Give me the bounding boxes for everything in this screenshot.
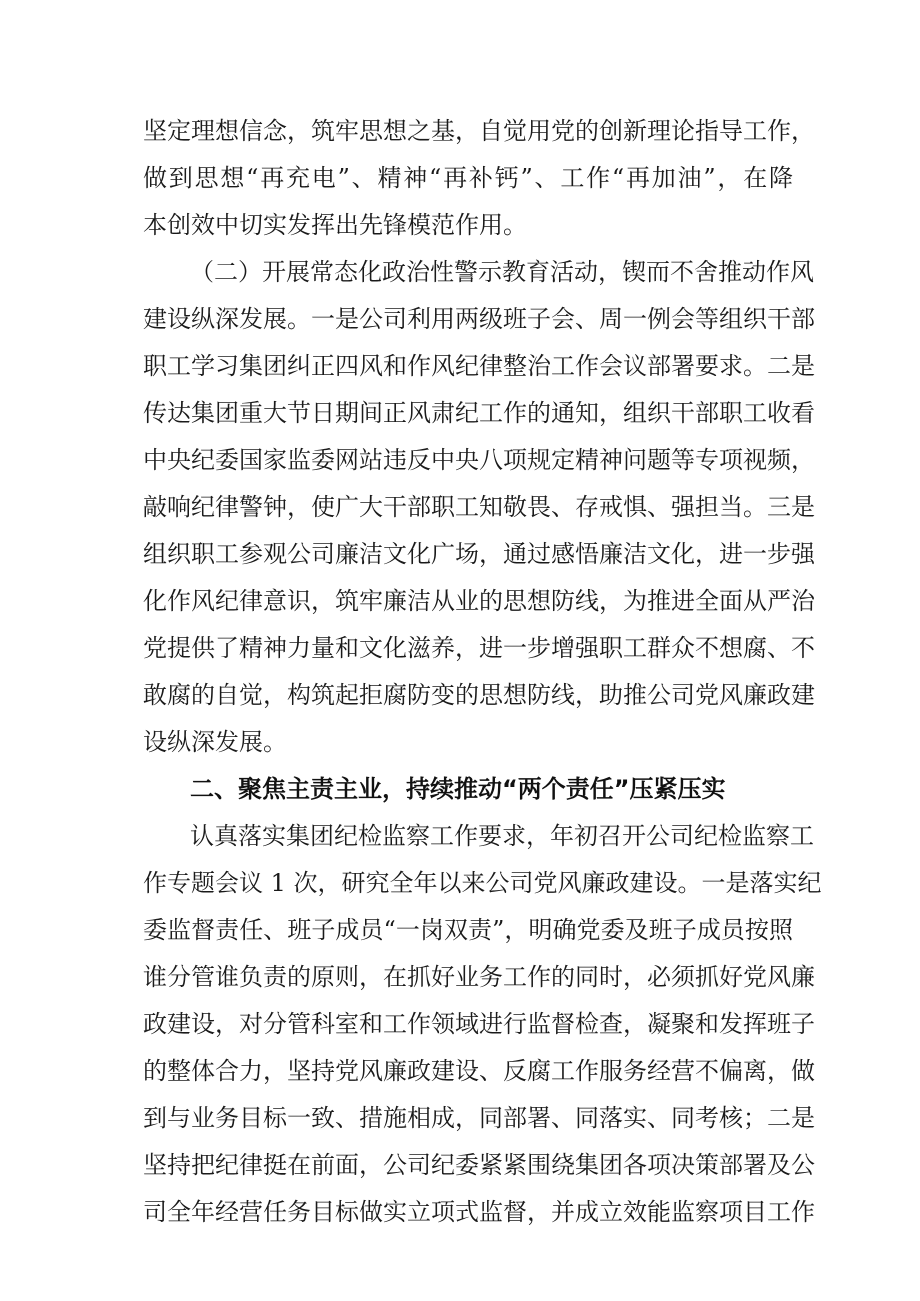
paragraph-line: 做到思想“再充电”、精神“再补钙”、工作“再加油”，在降 [143, 164, 793, 192]
paragraph-line: 传达集团重大节日期间正风肃纪工作的通知，组织干部职工收看 [143, 399, 815, 427]
paragraph-line: 化作风纪律意识，筑牢廉洁从业的思想防线，为推进全面从严治 [143, 587, 815, 615]
paragraph-line: 到与业务目标一致、措施相成，同部署、同落实、同考核；二是 [143, 1104, 815, 1132]
section-heading: 二、聚焦主责主业，持续推动“两个责任”压紧压实 [190, 775, 726, 803]
paragraph-line: 委监督责任、班子成员“一岗双责”，明确党委及班子成员按照 [143, 916, 793, 944]
paragraph-line: （二）开展常态化政治性警示教育活动，锲而不舍推动作风 [190, 258, 814, 286]
paragraph-line: 职工学习集团纠正四风和作风纪律整治工作会议部署要求。二是 [143, 352, 815, 380]
paragraph-line: 党提供了精神力量和文化滋养，进一步增强职工群众不想腐、不 [143, 634, 815, 662]
paragraph-line: 坚定理想信念，筑牢思想之基，自觉用党的创新理论指导工作， [143, 117, 815, 145]
paragraph-line: 敲响纪律警钟，使广大干部职工知敬畏、存戒惧、强担当。三是 [143, 493, 815, 521]
paragraph-line: 作专题会议 1 次，研究全年以来公司党风廉政建设。一是落实纪 [143, 869, 822, 897]
paragraph-line: 本创效中切实发挥出先锋模范作用。 [143, 211, 527, 239]
paragraph-line: 敢腐的自觉，构筑起拒腐防变的思想防线，助推公司党风廉政建 [143, 681, 815, 709]
paragraph-line: 坚持把纪律挺在前面，公司纪委紧紧围绕集团各项决策部署及公 [143, 1151, 815, 1179]
paragraph-line: 的整体合力，坚持党风廉政建设、反腐工作服务经营不偏离，做 [143, 1057, 815, 1085]
paragraph-line: 谁分管谁负责的原则，在抓好业务工作的同时，必须抓好党风廉 [143, 963, 815, 991]
paragraph-line: 司全年经营任务目标做实立项式监督，并成立效能监察项目工作 [143, 1198, 815, 1226]
paragraph-line: 政建设，对分管科室和工作领域进行监督检查，凝聚和发挥班子 [143, 1010, 815, 1038]
paragraph-line: 设纵深发展。 [143, 728, 287, 756]
paragraph-line: 中央纪委国家监委网站违反中央八项规定精神问题等专项视频， [143, 446, 815, 474]
paragraph-line: 建设纵深发展。一是公司利用两级班子会、周一例会等组织干部 [143, 305, 815, 333]
paragraph-line: 组织职工参观公司廉洁文化广场，通过感悟廉洁文化，进一步强 [143, 540, 815, 568]
paragraph-line: 认真落实集团纪检监察工作要求，年初召开公司纪检监察工 [190, 822, 814, 850]
